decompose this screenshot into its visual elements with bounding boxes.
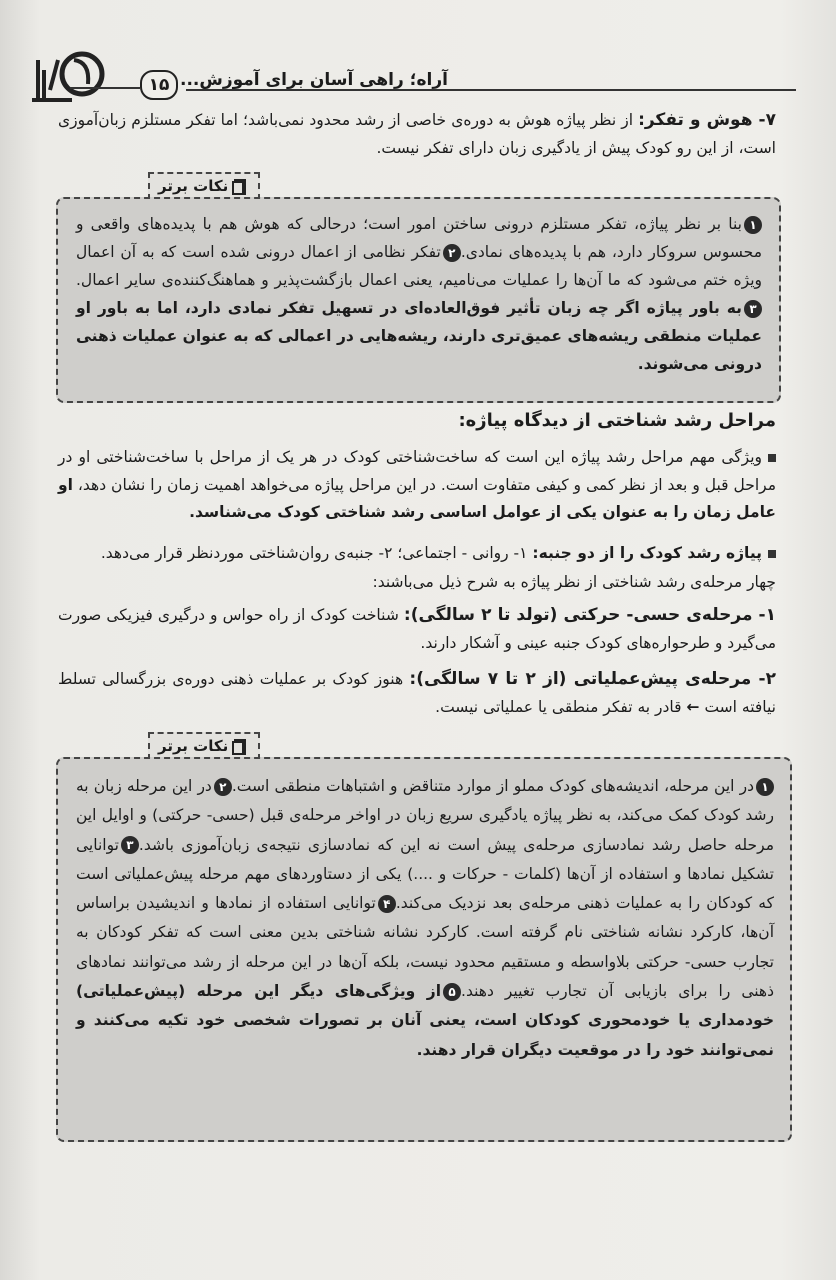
- note-tab-2-label: نکات برتر: [158, 737, 229, 755]
- stages-paragraph-1: [58, 444, 776, 527]
- stage-2-label: ۲- مرحله‌ی پیش‌عملیاتی (از ۲ تا ۷ سالگی):: [409, 669, 777, 689]
- note-2-item-4-number: ۴: [378, 895, 396, 913]
- note-1-item-1-number: ۱: [744, 216, 762, 234]
- header-rule: [186, 89, 796, 91]
- stage-1-label: ۱- مرحله‌ی حسی- حرکتی (تولد تا ۲ سالگی):: [403, 605, 776, 625]
- note-tab-1: [148, 172, 260, 200]
- stage-1-text: شناخت کودک از راه حواس و درگیری فیزیکی صورت می‌گیرد و طرحواره‌های کودک جنبه عینی و آشکار دارند.: [58, 606, 776, 652]
- section-7-label: ۷- هوش و تفکر:: [638, 110, 776, 130]
- stages-heading: [58, 407, 776, 435]
- bullet-icon: [768, 454, 776, 462]
- stage-2-end: قادر به تفکر منطقی یا عملیاتی نیست.: [435, 697, 687, 716]
- arrow-left-icon: ←: [686, 697, 700, 716]
- note-2-item-3: توانایی تشکیل نمادها و استفاده از آن‌ها (کلمات - حرکات و ....) یکی از دستاوردهای مهم مرحله پیش‌عملیاتی است که کودکان را به عملیات ذهنی مرحله‌ی بعد نزدیک می‌کند.: [76, 835, 774, 913]
- bullet-icon: [768, 550, 776, 558]
- stage-2-paragraph: [58, 666, 776, 721]
- note-2-item-1: در این مرحله، اندیشه‌های کودک مملو از موارد متناقض و اشتباهات منطقی است.: [231, 777, 754, 795]
- note-2-item-5-number: ۵: [443, 983, 461, 1001]
- stages-heading-text: مراحل رشد شناختی از دیدگاه پیاژه:: [458, 410, 776, 431]
- note-2-item-5: از ویژگی‌های دیگر این مرحله (پیش‌عملیاتی) خودمداری یا خودمحوری کودکان است، یعنی آنان بر تصورات شخصی خود تکیه می‌کنند و نمی‌توانند خود را در موقعیت دیگران قرار دهند.: [76, 982, 774, 1059]
- note-tab-1-label: نکات برتر: [158, 177, 229, 195]
- stages-paragraph-2: [58, 540, 776, 568]
- note-1-text: [76, 210, 762, 378]
- section-7-paragraph: [58, 107, 776, 162]
- note-2-item-3-number: ۳: [121, 836, 139, 854]
- stage-2-text: هنوز کودک بر عملیات ذهنی دوره‌ی بزرگسالی تسلط نیافته است: [58, 670, 776, 716]
- note-1-item-2: تفکر نظامی از اعمال درونی شده است که به آن اعمال ویژه ختم می‌شود که ما آن‌ها را عملیات می‌نامیم، یعنی اعمال بازگشت‌پذیر و هماهنگ‌کننده‌ی سایر اعمال.: [76, 243, 762, 289]
- page-header: [30, 40, 790, 110]
- stages-paragraph-3: [58, 569, 776, 597]
- document-icon: [232, 739, 248, 755]
- note-2-item-1-number: ۱: [756, 778, 774, 796]
- document-icon: [232, 179, 248, 195]
- note-2-item-4: توانایی استفاده از نمادها و اندیشیدن براساس آن‌ها، کارکرد نشانه شناختی نام گرفته است. کارکرد نشانه شناختی بدین معنی است که تفکر کودکان به تجارب حسی- حرکتی بلاواسطه و مستقیم محدود نیست، بلکه آن‌ها در این مرحله از رشد می‌توانند نمادهای ذهنی را برای بازیابی آن تجارب تغییر دهند.: [76, 894, 774, 1001]
- stages-p1-bold: او عامل زمان را به عنوان یکی از عوامل اساسی رشد شناختی کودک می‌شناسد.: [58, 475, 776, 521]
- page-number: ۱۵: [140, 70, 178, 100]
- note-1-item-1: بنا بر نظر پیاژه، تفکر مستلزم درونی ساختن امور است؛ درحالی که هوش هم با پدیده‌های واقعی و محسوس سروکار دارد، هم با پدیده‌های نمادی.: [76, 215, 762, 261]
- stages-p2-bold: پیاژه رشد کودک را از دو جنبه:: [532, 544, 762, 562]
- stages-p1-text: ویژگی مهم مراحل رشد پیاژه این است که ساخت‌شناختی کودک در هر یک از مراحل با ساخت‌شناختی او در مراحل قبل و بعد از نظر کمی و کیفی متفاوت است. در این مراحل پیاژه می‌خواهد اهمیت زمان را نشان دهد،: [58, 448, 776, 494]
- section-7-text: از نظر پیاژه هوش به دوره‌ی خاصی از رشد محدود نمی‌باشد؛ اما تفکر مستلزم زبان‌آموزی است، از این رو کودک پیش از یادگیری زبان دارای تفکر نیست.: [58, 111, 776, 157]
- publisher-logo-icon: [30, 40, 110, 104]
- note-2-item-2: در این مرحله زبان به رشد کودک کمک می‌کند، به نظر پیاژه یادگیری سریع زبان در اواخر مرحله‌ی قبل (حسی- حرکتی) و اوایل این مرحله حاصل رشد نمادسازی مرحله‌ی پیش است نه این که نمادسازی نتیجه‌ی زبان‌آموزی باشد.: [76, 777, 774, 854]
- note-2-item-2-number: ۲: [214, 778, 232, 796]
- stage-1-paragraph: [58, 602, 776, 657]
- running-title: آراه؛ راهی آسان برای آموزش...: [180, 70, 448, 90]
- note-tab-2: [148, 732, 260, 760]
- stages-p3-text: چهار مرحله‌ی رشد شناختی از نظر پیاژه به شرح ذیل می‌باشند:: [372, 573, 776, 591]
- stages-p2-text: ۱- روانی - اجتماعی؛ ۲- جنبه‌ی روان‌شناختی موردنظر قرار می‌دهد.: [100, 544, 533, 562]
- note-2-text: [76, 772, 774, 1065]
- note-1-item-3: به باور پیاژه اگر چه زبان تأثیر فوق‌العاده‌ای در تسهیل تفکر نمادی دارد، اما به باور او عملیات منطقی ریشه‌های عمیق‌تری دارند، ریشه‌هایی در اعمالی که به عنوان عملیات ذهنی درونی می‌شوند.: [76, 299, 762, 373]
- note-1-item-3-number: ۳: [744, 300, 762, 318]
- header-rule-left: [70, 87, 140, 89]
- note-1-item-2-number: ۲: [443, 244, 461, 262]
